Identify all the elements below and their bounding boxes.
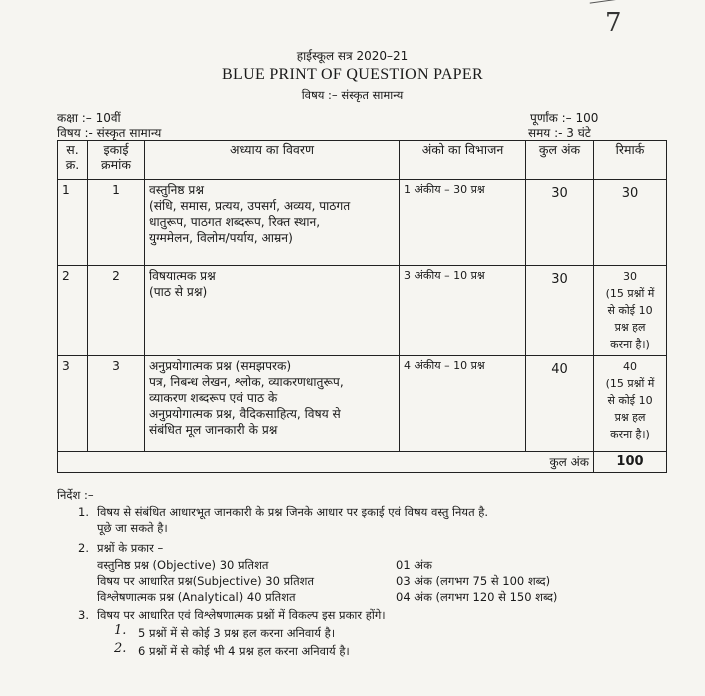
session-label: हाईस्कूल सत्र 2020–21 xyxy=(296,49,409,63)
col-header-chapter: अध्याय का विवरण xyxy=(145,141,400,180)
subject-label: विषय :- संस्कृत सामान्य xyxy=(57,126,162,140)
instruction-number: 2. xyxy=(78,541,89,555)
remark-line: (15 प्रश्नों में xyxy=(605,377,655,390)
col-header-remark: रिमार्क xyxy=(594,141,667,180)
desc-line: (पाठ से प्रश्न) xyxy=(149,285,208,299)
col-header-unit: इकाई क्रमांक xyxy=(88,141,145,180)
row-distribution: 4 अंकीय – 10 प्रश्न xyxy=(400,356,526,452)
row-sno: 2 xyxy=(58,266,88,356)
desc-line: वस्तुनिष्ठ प्रश्न xyxy=(149,183,204,197)
instruction-text: विषय पर आधारित एवं विश्लेषणात्मक प्रश्नों में विकल्प इस प्रकार होंगे। xyxy=(97,608,386,622)
page-number: 7 xyxy=(605,8,622,38)
total-label: कुल अंक xyxy=(58,452,594,473)
instruction-text: विषय से संबंधित आधारभूत जानकारी के प्रश्न जिनके आधार पर इकाई एवं विषय वस्तु नियत है. xyxy=(97,505,489,519)
blueprint-table xyxy=(57,140,667,473)
question-type-name: वस्तुनिष्ठ प्रश्न (Objective) 30 प्रतिशत xyxy=(97,558,269,572)
question-type-name: विश्लेषणात्मक प्रश्न (Analytical) 40 प्रतिशत xyxy=(97,590,296,604)
option-number: 1. xyxy=(114,623,127,638)
table-header-row xyxy=(58,141,667,180)
full-marks-label: पूर्णांक :– 100 xyxy=(530,111,599,125)
row-description xyxy=(145,180,400,266)
row-distribution: 3 अंकीय – 10 प्रश्न xyxy=(400,266,526,356)
remark-line: प्रश्न हल xyxy=(614,411,646,424)
subject-heading: विषय :– संस्कृत सामान्य xyxy=(301,88,404,102)
row-unit: 2 xyxy=(88,266,145,356)
page-title: BLUE PRINT OF QUESTION PAPER xyxy=(222,66,483,83)
instruction-text: प्रश्नों के प्रकार – xyxy=(97,541,164,555)
remark-line: से कोई 10 xyxy=(607,304,653,317)
row-description xyxy=(145,356,400,452)
row-marks: 30 xyxy=(526,266,594,356)
row-unit: 3 xyxy=(88,356,145,452)
remark-line: 30 xyxy=(623,270,637,283)
question-type-marks: 03 अंक (लगभग 75 से 100 शब्द) xyxy=(396,574,551,588)
option-text: 5 प्रश्नों में से कोई 3 प्रश्न हल करना अनिवार्य है। xyxy=(138,626,336,640)
instruction-number: 1. xyxy=(78,505,89,519)
desc-line: युग्ममेलन, विलोम/पर्याय, आम्रन) xyxy=(149,231,293,245)
desc-line: व्याकरण शब्दरूप एवं पाठ के xyxy=(149,391,278,405)
row-distribution: 1 अंकीय – 30 प्रश्न xyxy=(400,180,526,266)
remark-line: से कोई 10 xyxy=(607,394,653,407)
option-number: 2. xyxy=(114,641,127,656)
desc-line: पत्र, निबन्ध लेखन, श्लोक, व्याकरणधातुरूप, xyxy=(149,375,344,389)
row-marks: 30 xyxy=(526,180,594,266)
table-row xyxy=(58,266,667,356)
desc-line: धातुरूप, पाठगत शब्दरूप, रिक्त स्थान, xyxy=(149,215,321,229)
question-type-marks: 01 अंक xyxy=(396,558,432,572)
table-row xyxy=(58,356,667,452)
desc-line: (संधि, समास, प्रत्यय, उपसर्ग, अव्यय, पाठगत xyxy=(149,199,351,213)
question-type-name: विषय पर आधारित प्रश्न(Subjective) 30 प्रतिशत xyxy=(97,574,315,588)
time-label: समय :- 3 घंटे xyxy=(528,126,591,140)
row-sno: 3 xyxy=(58,356,88,452)
col-header-distribution: अंको का विभाजन xyxy=(400,141,526,180)
remark-line: (15 प्रश्नों में xyxy=(605,287,655,300)
row-remark: 30 xyxy=(594,180,667,266)
col-header-sno: स. क्र. xyxy=(58,141,88,180)
desc-line: संबंधित मूल जानकारी के प्रश्न xyxy=(149,423,278,437)
question-type-marks: 04 अंक (लगभग 120 से 150 शब्द) xyxy=(396,590,558,604)
instructions-heading: निर्देश :– xyxy=(57,488,94,502)
row-sno: 1 xyxy=(58,180,88,266)
row-unit: 1 xyxy=(88,180,145,266)
desc-line: अनुप्रयोगात्मक प्रश्न, वैदिकसाहित्य, विषय से xyxy=(149,407,341,421)
desc-line: अनुप्रयोगात्मक प्रश्न (समझपरक) xyxy=(149,359,292,373)
instruction-number: 3. xyxy=(78,608,89,622)
class-label: कक्षा :– 10वीं xyxy=(57,111,121,125)
desc-line: विषयात्मक प्रश्न xyxy=(149,269,216,283)
instruction-text: पूछे जा सकते है। xyxy=(97,521,168,535)
col-header-total-marks: कुल अंक xyxy=(526,141,594,180)
remark-line: 40 xyxy=(623,360,637,373)
row-description xyxy=(145,266,400,356)
row-remark xyxy=(594,266,667,356)
remark-line: प्रश्न हल xyxy=(614,321,646,334)
total-value: 100 xyxy=(594,452,667,473)
table-total-row xyxy=(58,452,667,473)
row-marks: 40 xyxy=(526,356,594,452)
row-remark xyxy=(594,356,667,452)
table-row xyxy=(58,180,667,266)
option-text: 6 प्रश्नों में से कोई भी 4 प्रश्न हल करना अनिवार्य है। xyxy=(138,644,350,658)
remark-line: करना है।) xyxy=(610,428,650,441)
remark-line: करना है।) xyxy=(610,338,650,351)
